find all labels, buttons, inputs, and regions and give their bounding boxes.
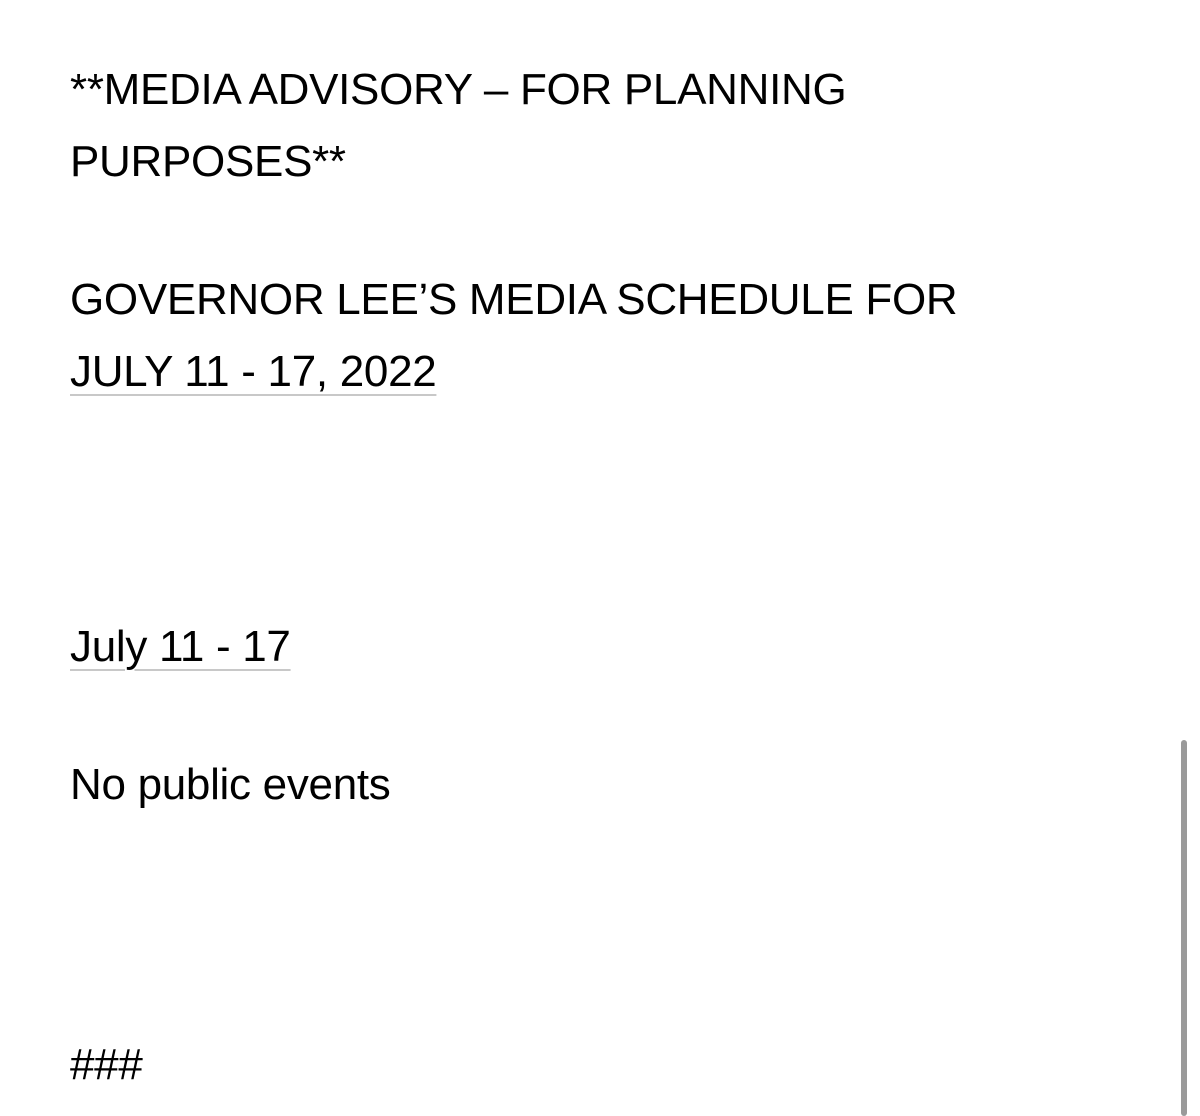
advisory-heading-line-1: **MEDIA ADVISORY – FOR PLANNING [70, 65, 847, 114]
advisory-heading-line-2: PURPOSES** [70, 137, 346, 186]
document-body [70, 0, 1130, 1116]
schedule-title-date[interactable]: JULY 11 - 17, 2022 [70, 347, 437, 396]
schedule-title-date-link[interactable] [70, 347, 437, 396]
end-mark: ### [70, 1040, 143, 1089]
schedule-title-line-1: GOVERNOR LEE’S MEDIA SCHEDULE FOR [70, 275, 958, 324]
entry-details: No public events [70, 760, 391, 809]
entry-date[interactable]: July 11 - 17 [70, 622, 291, 671]
vertical-scrollbar[interactable] [1181, 740, 1187, 1116]
entry-date-link[interactable] [70, 622, 291, 671]
